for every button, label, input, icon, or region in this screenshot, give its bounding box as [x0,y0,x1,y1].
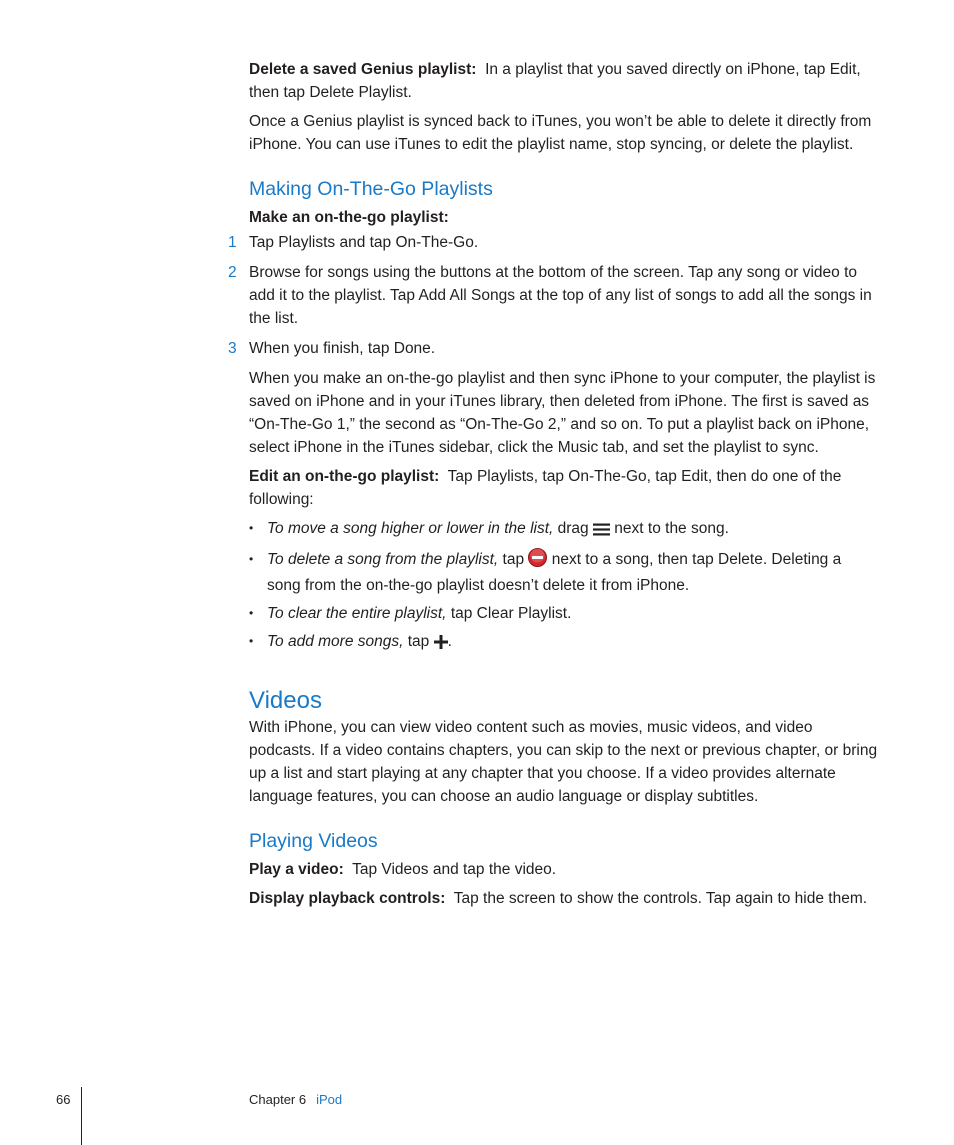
step-item [228,337,879,360]
sync-paragraph: When you make an on-the-go playlist and then sync iPhone to your computer, the playlist is saved on iPhone and in your iTunes library, then deleted from iPhone. The first is saved as “On-The-Go 1,” the second as “On-The-Go 2,” and so on. To put a playlist back on iPhone, select iPhone in the iTunes sidebar, click the Music tab, and set the playlist to sync. [249,370,876,456]
step-item [228,231,879,254]
step-text: Browse for songs using the buttons at the bottom of the screen. Tap any song or video to add it to the playlist. Tap Add All Songs at the top of any list of songs to add all the songs in the list. [249,264,872,327]
bullet-text-after: next to the song. [614,520,729,537]
delete-genius-label: Delete a saved Genius playlist: [249,61,477,78]
reorder-icon [593,520,610,543]
display-controls-label: Display playback controls: [249,890,446,907]
list-item [249,630,879,656]
bullet-dot: • [249,606,254,620]
videos-intro-paragraph: With iPhone, you can view video content such as movies, music videos, and video podcasts. If a video contains chapters, you can skip to the next or previous chapter, or bring up a list and start playing at any chapter that you choose. If a video provides alternate language features, you can choose an audio language or display subtitles. [249,719,878,805]
videos-heading: Videos [249,687,322,714]
step-number: 1 [228,234,237,251]
step-text: Tap Playlists and tap On-The-Go. [249,234,479,251]
bullet-italic: To clear the entire playlist, [267,605,447,622]
edit-playlist-paragraph [249,465,879,511]
make-playlist-label-line [249,206,879,229]
bullet-italic: To move a song higher or lower in the list, [267,520,554,537]
footer-divider [81,1087,82,1145]
bullet-text: tap Clear Playlist. [450,605,572,622]
step-number: 3 [228,340,237,357]
list-item [249,548,879,597]
section-label: iPod [316,1092,343,1107]
chapter-label: Chapter 6 [249,1092,307,1107]
edit-options-list [249,517,879,656]
delete-genius-paragraph [249,58,879,104]
step-text: When you finish, tap Done. [249,340,436,357]
edit-playlist-label: Edit an on-the-go playlist: [249,468,440,485]
page-number: 66 [56,1092,71,1107]
play-video-paragraph [249,858,879,881]
chapter-footer [249,1088,342,1111]
list-item [249,602,879,625]
bullet-text: tap [502,551,525,568]
delete-icon [528,548,547,574]
bullet-text: tap [407,633,430,650]
step-item [228,261,879,330]
step-number: 2 [228,264,237,281]
bullet-italic: To delete a song from the playlist, [267,551,499,568]
onthego-heading: Making On-The-Go Playlists [249,178,493,200]
bullet-dot: • [249,552,254,566]
bullet-text: drag [557,520,589,537]
page-content [228,58,879,916]
display-controls-text: Tap the screen to show the controls. Tap again to hide them. [453,890,868,907]
bullet-text-after: . [447,633,452,650]
bullet-dot: • [249,634,254,648]
bullet-text-after: next to a song, then tap Delete. Deleting a song from the on-the-go playlist doesn’t delete it from iPhone. [267,551,842,594]
edit-playlist-text: Tap Playlists, tap On-The-Go, tap Edit, then do one of the following: [249,468,842,508]
display-controls-paragraph [249,887,879,910]
bullet-dot: • [249,521,254,535]
play-video-text: Tap Videos and tap the video. [352,861,557,878]
synced-paragraph: Once a Genius playlist is synced back to iTunes, you won’t be able to delete it directly from iPhone. You can use iTunes to edit the playlist name, stop syncing, or delete the playlist. [249,113,872,153]
playing-videos-heading: Playing Videos [249,830,378,852]
steps-list [228,231,879,360]
list-item [249,517,879,543]
play-video-label: Play a video: [249,861,344,878]
plus-icon [434,633,448,656]
delete-genius-text: In a playlist that you saved directly on iPhone, tap Edit, then tap Delete Playlist. [249,61,861,101]
make-playlist-label: Make an on-the-go playlist: [249,209,449,226]
bullet-italic: To add more songs, [267,633,404,650]
